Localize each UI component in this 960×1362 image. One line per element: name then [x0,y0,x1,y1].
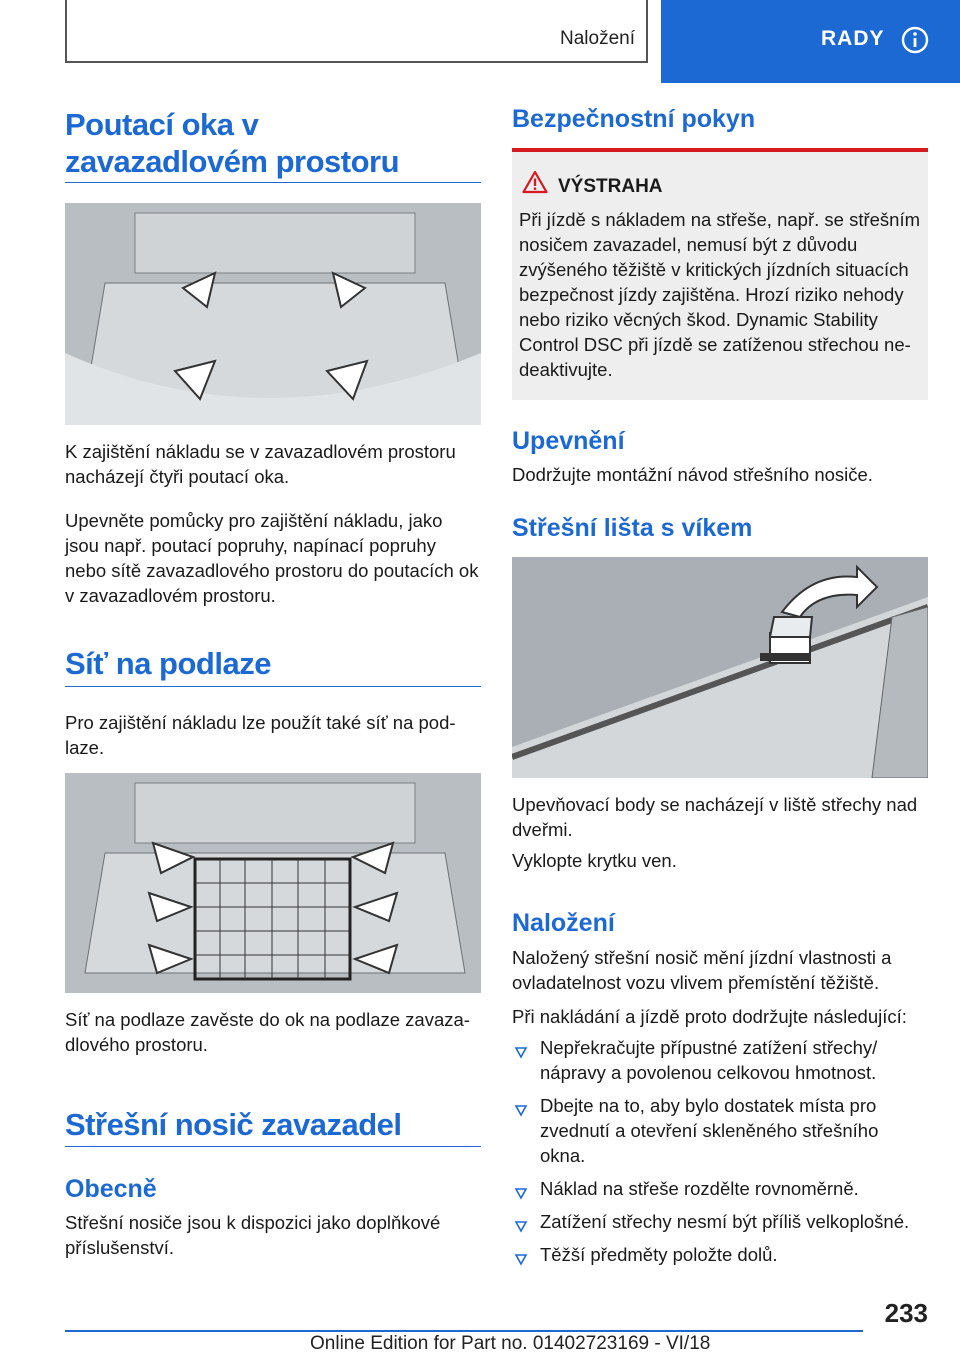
header-tab-tips[interactable] [661,0,960,83]
heading-floor-net: Síť na podlaze [65,646,271,681]
list-item [512,1209,928,1234]
heading-tie-downs: Poutací oka v zavazadlovém prostoru [65,107,400,179]
list-item-text: Zatížení střechy nesmí být příliš velkoplošné. [540,1211,910,1232]
paragraph-loading-1: Naložený střešní nosič mění jízdní vlastnosti a ovladatelnost vozu vlivem přemístění těžiště. [512,947,892,993]
figure-floor-net [65,773,481,993]
heading-roof-rack: Střešní nosič zavazadel [65,1107,402,1142]
paragraph-rail-1: Upevňovací body se nacházejí v liště střechy nad dveřmi. [512,794,918,840]
paragraph-tie-1: K zajištění nákladu se v zavazadlovém prostoru nacházejí čtyři poutací oka. [65,441,456,487]
paragraph-tie-2: Upevněte pomůcky pro zajištění nákladu, jako jsou např. poutací popruhy, napínací popruhy nebo sítě zavazadlového prostoru do poutacích ok v zavazadlovém prostoru. [65,510,479,606]
list-item [512,1035,928,1085]
triangle-bullet-icon [514,1181,528,1206]
heading-rule [65,686,481,687]
heading-safety-note: Bezpečnostní pokyn [512,105,756,133]
paragraph-mounting: Dodržujte montážní návod střešního nosiče. [512,464,873,485]
paragraph-rail-2: Vyklopte krytku ven. [512,850,677,871]
loading-rules-list [512,1035,928,1275]
triangle-bullet-icon [514,1098,528,1123]
heading-rule [65,182,481,183]
list-item-text: Náklad na střeše rozdělte rovnoměrně. [540,1178,859,1199]
warning-triangle-icon [522,170,548,199]
triangle-bullet-icon [514,1040,528,1065]
paragraph-net-1: Pro zajištění nákladu lze použít také síť na podlaze. [65,712,456,758]
footer-edition: Online Edition for Part no. 01402723169 - VI/18 [310,1333,711,1354]
figure-roof-rail [512,557,928,778]
warning-title: VÝSTRAHA [558,176,663,197]
list-item-text: Nepřekračujte přípustné zatížení střechy/ nápravy a povolenou celkovou hmotnost. [540,1037,878,1083]
paragraph-loading-2: Při nakládání a jízdě proto dodržujte následující: [512,1006,907,1027]
list-item-text: Dbejte na to, aby bylo dostatek místa pro zvednutí a otevření skleněného střešního okna. [540,1095,879,1166]
list-item [512,1093,928,1168]
subheading-loading: Naložení [512,909,615,937]
subheading-roof-rail: Střešní lišta s víkem [512,514,753,542]
list-item [512,1176,928,1201]
heading-rule [65,1146,481,1147]
triangle-bullet-icon [514,1247,528,1272]
paragraph-net-2: Síť na podlaze zavěste do ok na podlaze zavazadlového prostoru. [65,1009,470,1055]
subheading-general: Obecně [65,1175,157,1203]
paragraph-general: Střešní nosiče jsou k dispozici jako doplňkové příslušenství. [65,1212,441,1258]
info-icon [901,26,929,59]
page-number: 233 [884,1298,928,1328]
list-item-text: Těžší předměty položte dolů. [540,1244,778,1265]
figure-trunk-tie-downs [65,203,481,425]
header-section-title: Naložení [560,28,635,49]
triangle-bullet-icon [514,1214,528,1239]
header-tab-label: RADY [821,27,885,50]
warning-text: Při jízdě s nákladem na střeše, např. se střešním nosičem zavazadel, nemusí být z důvodu zvýšeného těžiště v kritických jízdních situacích bezpečnost jízdy zajištěna. Hrozí riziko nehody nebo riziko věcných škod. Dynamic Stability Control DSC při jízdě se zatíženou střechou nedeaktivujte. [519,209,921,380]
warning-box [512,148,928,400]
list-item [512,1242,928,1267]
subheading-mounting: Upevnění [512,427,625,455]
footer-rule [65,1330,863,1332]
